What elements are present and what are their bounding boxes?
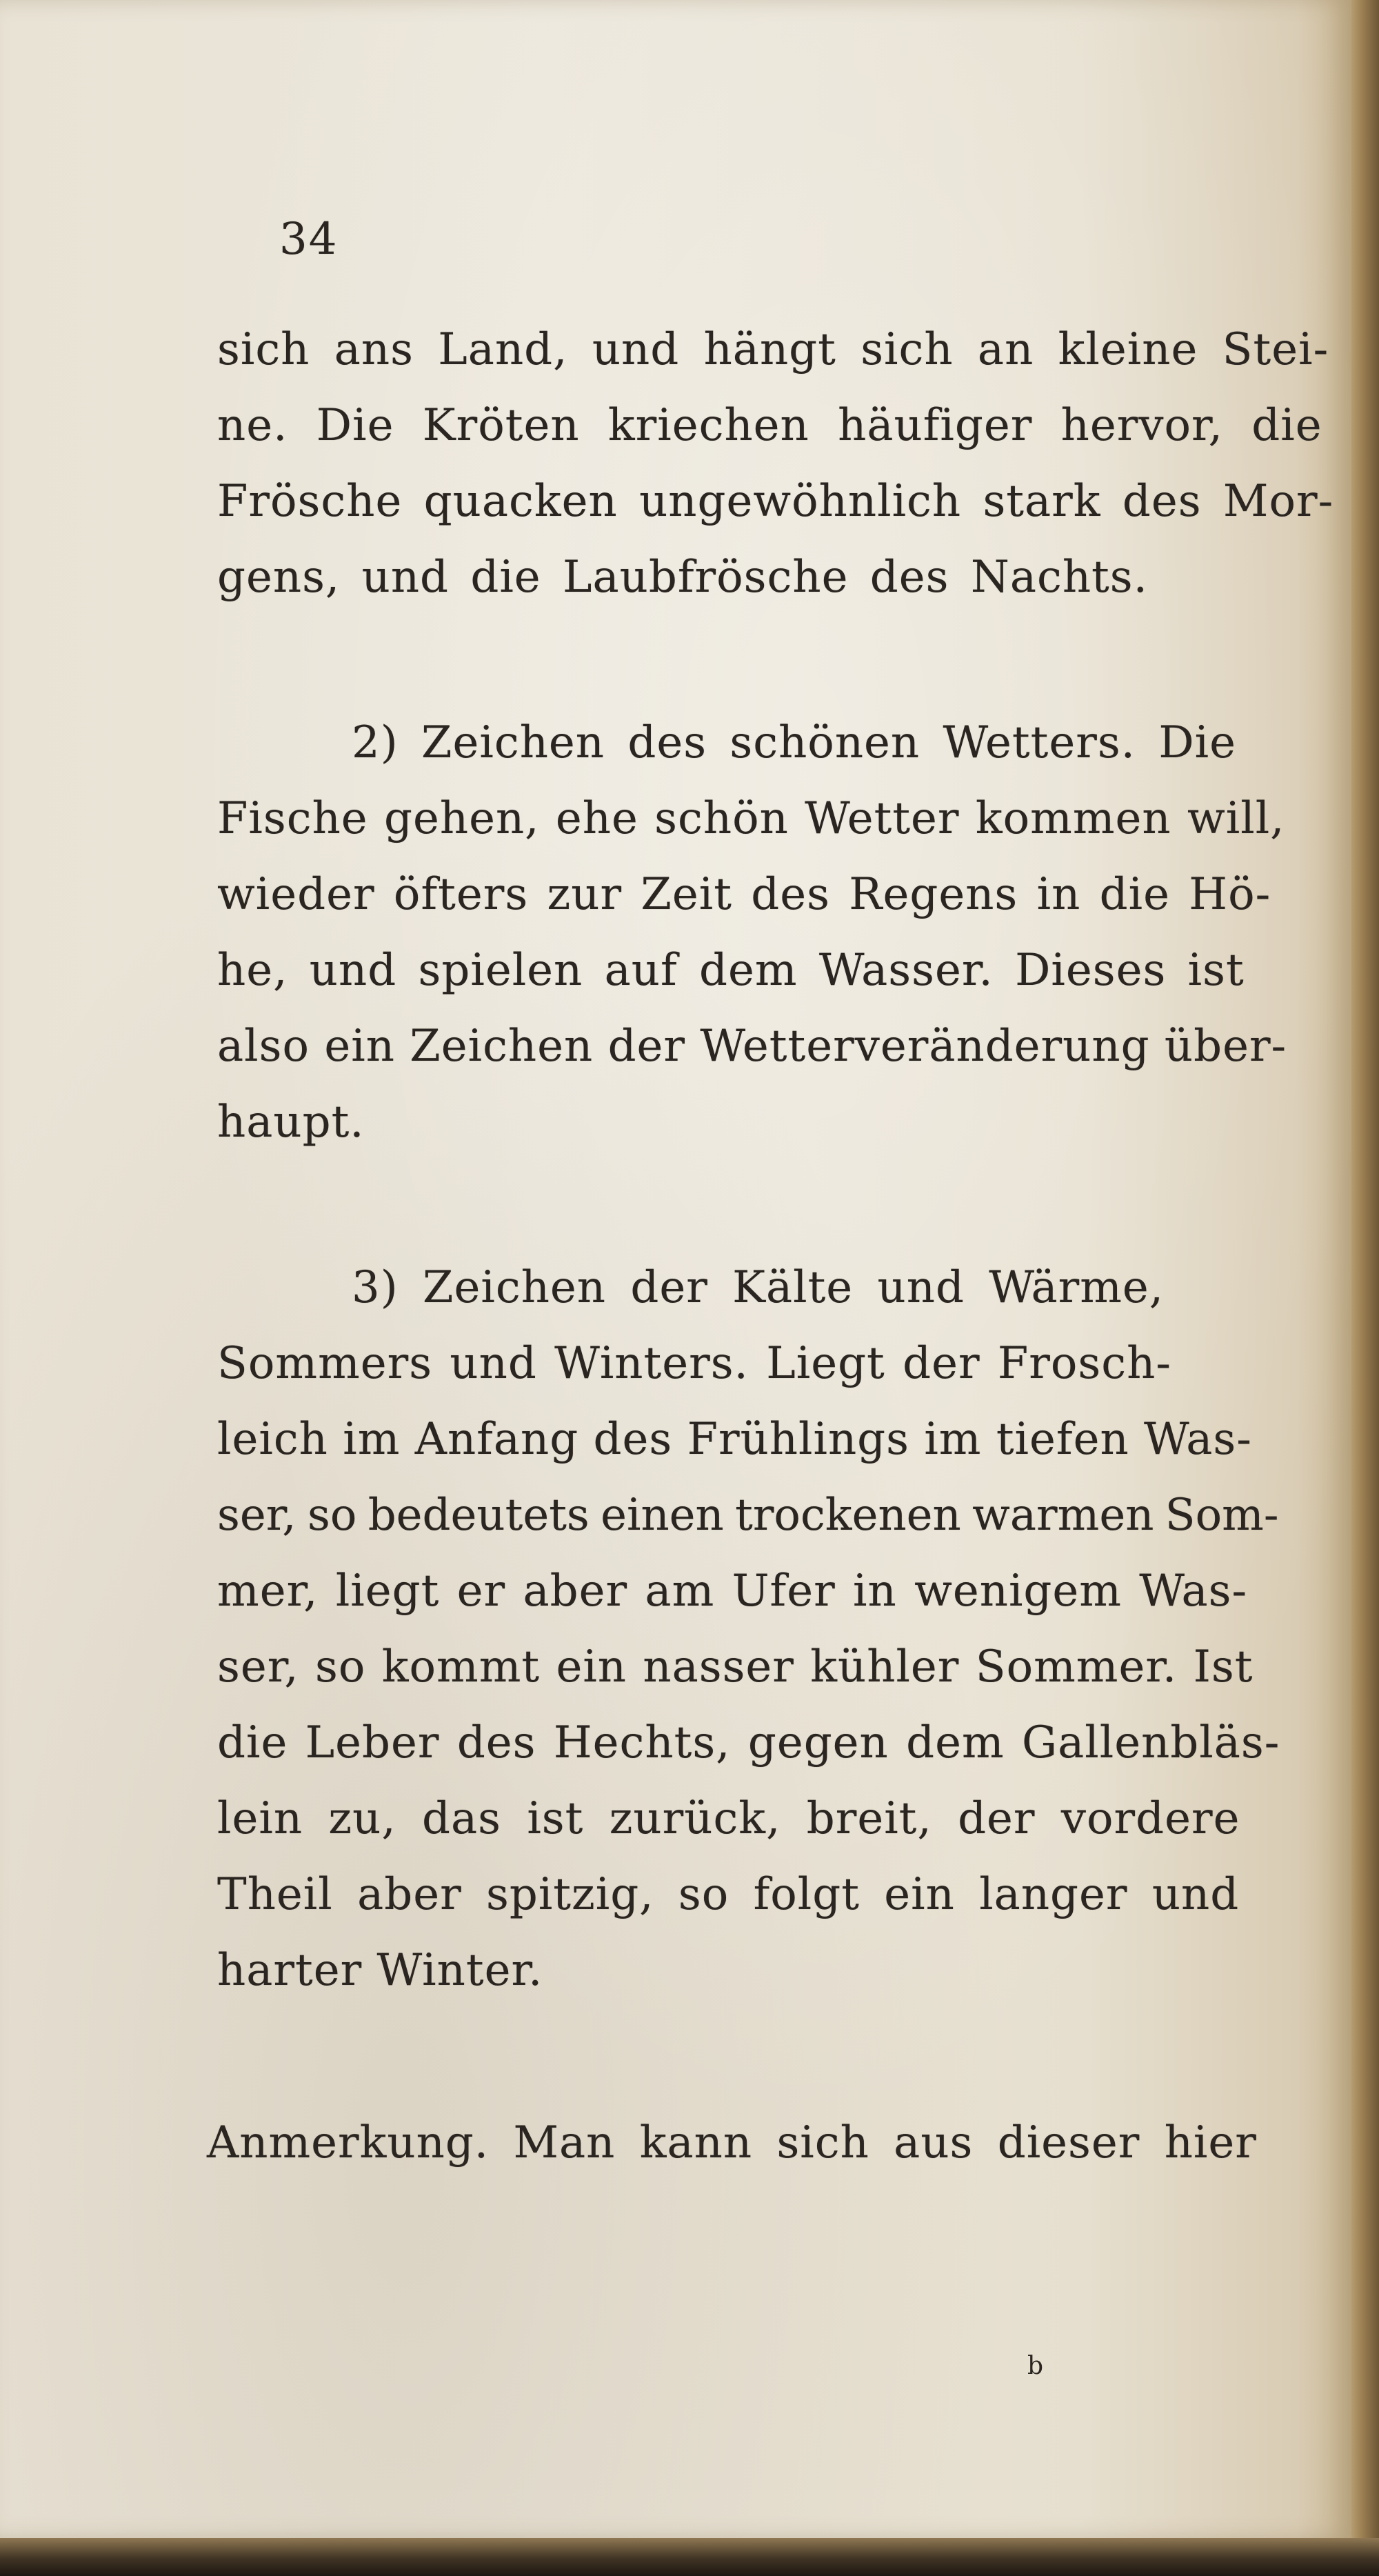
text-line: wieder öfters zur Zeit des Regens in die Hö- (217, 869, 1271, 920)
text-line: Fische gehen, ehe schön Wetter kommen will, (217, 793, 1285, 844)
text-line: haupt. (217, 1097, 365, 1148)
text-line: Theil aber spitzig, so folgt ein langer und (217, 1869, 1240, 1920)
text-line: ser, so bedeutets einen trockenen warmen Som- (217, 1490, 1279, 1541)
text-line: he, und spielen auf dem Wasser. Dieses ist (217, 945, 1245, 996)
text-line: also ein Zeichen der Wetterveränderung über- (217, 1021, 1287, 1072)
text-line: harter Winter. (217, 1945, 543, 1996)
text-line: mer, liegt er aber am Ufer in wenigem Was- (217, 1566, 1248, 1617)
text-line: ser, so kommt ein nasser kühler Sommer. Ist (217, 1641, 1254, 1693)
page-edge (1351, 0, 1379, 2576)
text-line: die Leber des Hechts, gegen dem Gallenbläs- (217, 1717, 1280, 1768)
text-line: lein zu, das ist zurück, breit, der vordere (217, 1793, 1240, 1844)
text-line: ne. Die Kröten kriechen häufiger hervor, die (217, 400, 1322, 451)
section-heading-line: 2) Zeichen des schönen Wetters. Die (352, 717, 1236, 768)
signature-mark: b (1027, 2352, 1044, 2380)
section-heading-line: 3) Zeichen der Kälte und Wärme, (352, 1262, 1165, 1313)
page-number: 34 (279, 214, 339, 265)
text-line: gens, und die Laubfrösche des Nachts. (217, 552, 1148, 603)
text-line: sich ans Land, und hängt sich an kleine Stei- (217, 324, 1329, 375)
annotation-line: Anmerkung. Man kann sich aus dieser hier (207, 2117, 1257, 2168)
text-line: Sommers und Winters. Liegt der Frosch- (217, 1338, 1171, 1389)
text-line: leich im Anfang des Frühlings im tiefen Was- (217, 1414, 1252, 1465)
bottom-edge (0, 2538, 1379, 2576)
text-line: Frösche quacken ungewöhnlich stark des Mor- (217, 476, 1334, 527)
